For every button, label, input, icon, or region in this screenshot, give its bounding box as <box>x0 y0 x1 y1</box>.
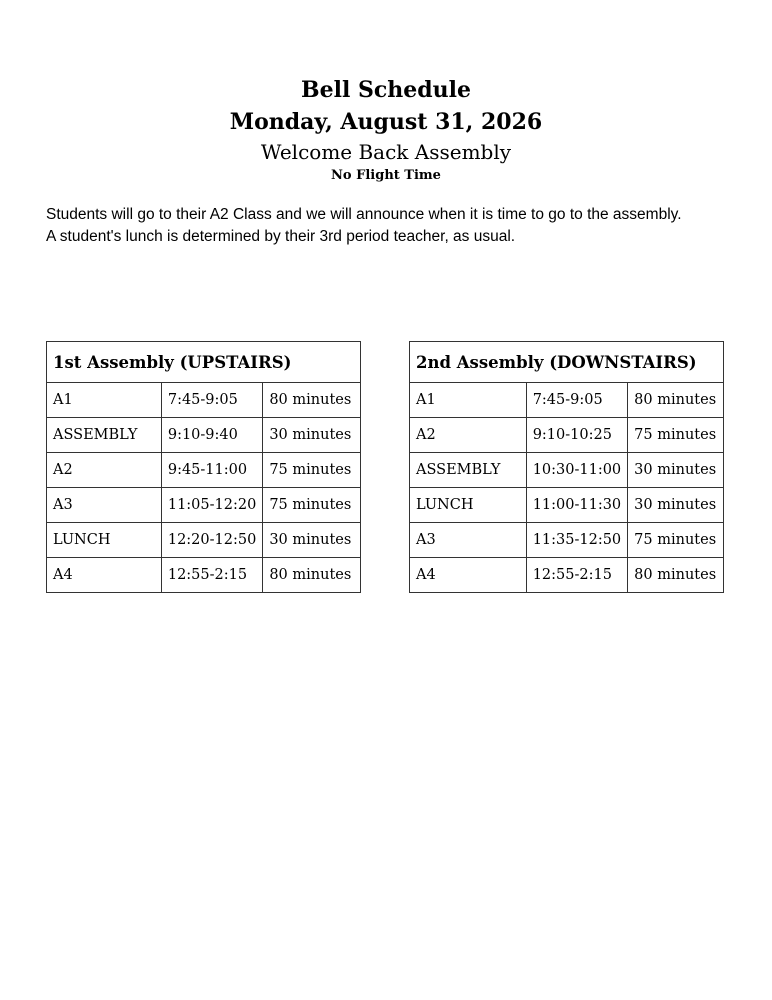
time-cell: 7:45-9:05 <box>526 383 627 418</box>
duration-cell: 80 minutes <box>263 558 361 593</box>
table-heading: 2nd Assembly (DOWNSTAIRS) <box>410 342 724 383</box>
table-row <box>410 523 724 558</box>
schedule-note: No Flight Time <box>331 168 441 183</box>
table-row <box>47 523 361 558</box>
duration-cell: 75 minutes <box>628 523 724 558</box>
time-cell: 10:30-11:00 <box>526 453 627 488</box>
instructions <box>46 204 746 248</box>
period-cell: A2 <box>47 453 162 488</box>
duration-cell: 75 minutes <box>263 488 361 523</box>
document-header <box>0 74 772 186</box>
schedule-date: Monday, August 31, 2026 <box>229 109 543 135</box>
duration-cell: 80 minutes <box>628 383 724 418</box>
table-row <box>47 383 361 418</box>
time-cell: 9:10-10:25 <box>526 418 627 453</box>
table-row <box>410 558 724 593</box>
period-cell: LUNCH <box>47 523 162 558</box>
period-cell: A3 <box>410 523 527 558</box>
time-cell: 9:45-11:00 <box>161 453 262 488</box>
duration-cell: 75 minutes <box>628 418 724 453</box>
period-cell: ASSEMBLY <box>410 453 527 488</box>
schedule-table-downstairs <box>409 341 724 593</box>
table-row <box>410 488 724 523</box>
instruction-line: Students will go to their A2 Class and we will announce when it is time to go to the assembly. <box>46 206 682 223</box>
table-header-row <box>47 342 361 383</box>
table-row <box>410 453 724 488</box>
duration-cell: 80 minutes <box>628 558 724 593</box>
duration-cell: 30 minutes <box>628 488 724 523</box>
table-row <box>47 488 361 523</box>
duration-cell: 30 minutes <box>263 523 361 558</box>
time-cell: 12:55-2:15 <box>161 558 262 593</box>
instruction-line: A student's lunch is determined by their 3rd period teacher, as usual. <box>46 228 516 245</box>
time-cell: 7:45-9:05 <box>161 383 262 418</box>
period-cell: ASSEMBLY <box>47 418 162 453</box>
duration-cell: 75 minutes <box>263 453 361 488</box>
time-cell: 12:20-12:50 <box>161 523 262 558</box>
time-cell: 11:35-12:50 <box>526 523 627 558</box>
period-cell: A2 <box>410 418 527 453</box>
time-cell: 11:00-11:30 <box>526 488 627 523</box>
period-cell: A1 <box>410 383 527 418</box>
duration-cell: 30 minutes <box>263 418 361 453</box>
period-cell: A4 <box>410 558 527 593</box>
period-cell: A1 <box>47 383 162 418</box>
table-heading: 1st Assembly (UPSTAIRS) <box>47 342 361 383</box>
document-title: Bell Schedule <box>301 77 471 103</box>
schedule-table-upstairs <box>46 341 361 593</box>
table-header-row <box>410 342 724 383</box>
duration-cell: 30 minutes <box>628 453 724 488</box>
table-row <box>47 418 361 453</box>
event-name: Welcome Back Assembly <box>260 140 512 164</box>
duration-cell: 80 minutes <box>263 383 361 418</box>
period-cell: LUNCH <box>410 488 527 523</box>
time-cell: 12:55-2:15 <box>526 558 627 593</box>
table-row <box>410 418 724 453</box>
table-row <box>47 453 361 488</box>
table-row <box>47 558 361 593</box>
table-row <box>410 383 724 418</box>
period-cell: A4 <box>47 558 162 593</box>
time-cell: 11:05-12:20 <box>161 488 262 523</box>
time-cell: 9:10-9:40 <box>161 418 262 453</box>
period-cell: A3 <box>47 488 162 523</box>
